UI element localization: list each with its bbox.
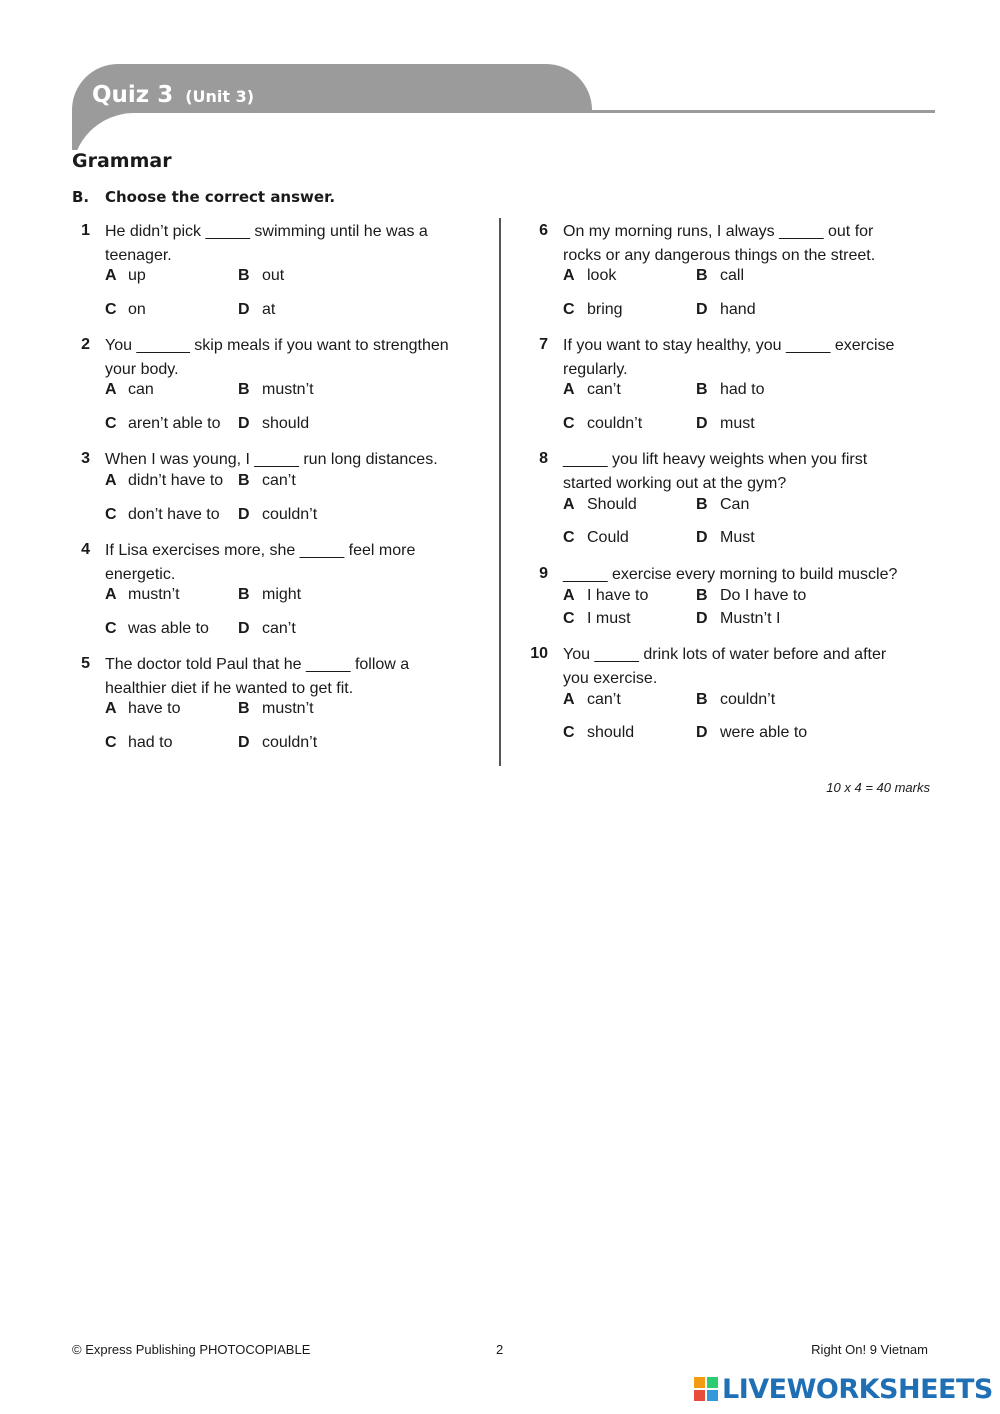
question-number: 5 [81,655,90,672]
option-text: Can [720,496,750,513]
option-text: mustn’t [128,586,180,603]
option-letter: C [105,506,117,523]
logo-badge-square [707,1390,718,1401]
header-rule [590,110,935,113]
question-number: 6 [539,222,548,239]
option-text: on [128,301,146,318]
question-line: When I was young, I _____ run long distances. [105,451,438,468]
question-line: If you want to stay healthy, you _____ exercise [563,337,895,354]
option-text: Mustn’t I [720,610,781,627]
option-letter: C [563,724,575,741]
quiz-title [92,82,254,108]
option-text: had to [128,734,173,751]
option-letter: A [563,496,575,513]
option-text: was able to [128,620,209,637]
option-letter: D [238,301,250,318]
question-number: 10 [530,645,548,662]
option-letter: C [563,610,575,627]
option-text: Should [587,496,637,513]
option-text: were able to [720,724,808,741]
option-text: out [262,267,285,284]
question-text [563,643,938,690]
option-letter: B [238,586,250,603]
option-text: might [262,586,302,603]
option-letter: A [105,267,117,284]
option-letter: C [105,734,117,751]
question-line: regularly. [563,360,628,378]
instruction-letter: B. [72,188,90,206]
option-text: can’t [262,472,296,489]
liveworksheets-logo [694,1373,993,1405]
option-letter: B [696,496,708,513]
option-text: have to [128,700,181,717]
question-number: 4 [81,541,90,558]
question-text [105,448,480,472]
question-text [563,563,938,587]
option-text: should [262,415,310,432]
option-letter: B [238,700,250,717]
section-title: Grammar [72,150,172,172]
question-line: started working out at the gym? [563,474,787,492]
quiz-unit: (Unit 3) [185,87,255,106]
question-text [563,334,938,381]
option-letter: C [105,301,117,318]
option-letter: A [105,381,117,398]
option-text: can’t [587,691,621,708]
option-text: hand [720,301,756,318]
marks-total: 10 x 4 = 40 marks [826,780,930,795]
option-letter: B [238,267,250,284]
option-letter: A [563,381,575,398]
option-letter: B [696,381,708,398]
option-letter: B [696,587,708,604]
option-letter: D [238,415,250,432]
quiz-name: Quiz 3 [92,82,174,108]
question-line: _____ exercise every morning to build muscle? [563,566,898,583]
option-text: had to [720,381,765,398]
option-text: should [587,724,635,741]
logo-badge-icon [694,1377,718,1401]
option-letter: D [696,529,708,546]
option-text: can’t [262,620,296,637]
instruction-text: Choose the correct answer. [105,188,336,206]
question-line: healthier diet if he wanted to get fit. [105,679,354,697]
option-letter: A [105,700,117,717]
question-line: you exercise. [563,669,658,687]
question-line: If Lisa exercises more, she _____ feel more [105,542,416,559]
question-line: You _____ drink lots of water before and after [563,646,887,663]
option-letter: D [696,301,708,318]
option-text: can [128,381,154,398]
option-letter: B [696,691,708,708]
question-text [563,220,938,267]
option-text: couldn’t [587,415,643,432]
question-text [105,220,480,267]
footer-copyright: © Express Publishing PHOTOCOPIABLE [72,1342,311,1357]
question-text [105,539,480,586]
option-text: up [128,267,146,284]
option-text: didn’t have to [128,472,224,489]
option-text: Could [587,529,629,546]
option-text: couldn’t [262,506,318,523]
option-letter: D [238,506,250,523]
logo-badge-square [707,1377,718,1388]
option-text: look [587,267,617,284]
option-text: Do I have to [720,587,807,604]
question-number: 7 [539,336,548,353]
option-text: couldn’t [262,734,318,751]
option-letter: D [696,610,708,627]
option-letter: D [696,415,708,432]
column-divider [499,218,501,766]
option-text: Must [720,529,755,546]
question-line: your body. [105,360,179,378]
question-line: He didn’t pick _____ swimming until he was a [105,223,428,240]
question-number: 8 [539,450,548,467]
option-text: at [262,301,276,318]
option-text: don’t have to [128,506,220,523]
question-text [105,334,480,381]
footer-book-title: Right On! 9 Vietnam [811,1342,928,1357]
option-letter: A [563,691,575,708]
option-letter: C [105,415,117,432]
header-curve [72,113,612,183]
logo-badge-square [694,1390,705,1401]
option-text: bring [587,301,623,318]
question-line: energetic. [105,565,176,583]
question-number: 9 [539,565,548,582]
logo-wordmark: LIVEWORKSHEETS [722,1373,993,1405]
option-text: I have to [587,587,649,604]
option-text: couldn’t [720,691,776,708]
question-text [105,653,480,700]
footer-page-number: 2 [496,1342,504,1357]
option-text: must [720,415,755,432]
question-line: On my morning runs, I always _____ out for [563,223,874,240]
option-letter: C [563,301,575,318]
question-number: 1 [81,222,90,239]
option-letter: A [105,586,117,603]
question-text [563,448,938,495]
option-letter: D [696,724,708,741]
option-letter: B [696,267,708,284]
option-text: aren’t able to [128,415,221,432]
question-line: rocks or any dangerous things on the street. [563,246,876,264]
option-letter: A [105,472,117,489]
question-line: You ______ skip meals if you want to strengthen [105,337,449,354]
logo-badge-square [694,1377,705,1388]
option-letter: B [238,381,250,398]
question-line: _____ you lift heavy weights when you first [563,451,868,468]
question-number: 2 [81,336,90,353]
option-text: call [720,267,745,284]
option-letter: D [238,620,250,637]
option-letter: A [563,267,575,284]
option-text: can’t [587,381,621,398]
option-letter: A [563,587,575,604]
option-letter: B [238,472,250,489]
option-text: I must [587,610,631,627]
option-letter: C [105,620,117,637]
option-letter: C [563,415,575,432]
option-letter: C [563,529,575,546]
question-line: teenager. [105,246,172,264]
question-line: The doctor told Paul that he _____ follow a [105,656,410,673]
option-text: mustn’t [262,381,314,398]
option-letter: D [238,734,250,751]
option-text: mustn’t [262,700,314,717]
question-number: 3 [81,450,90,467]
